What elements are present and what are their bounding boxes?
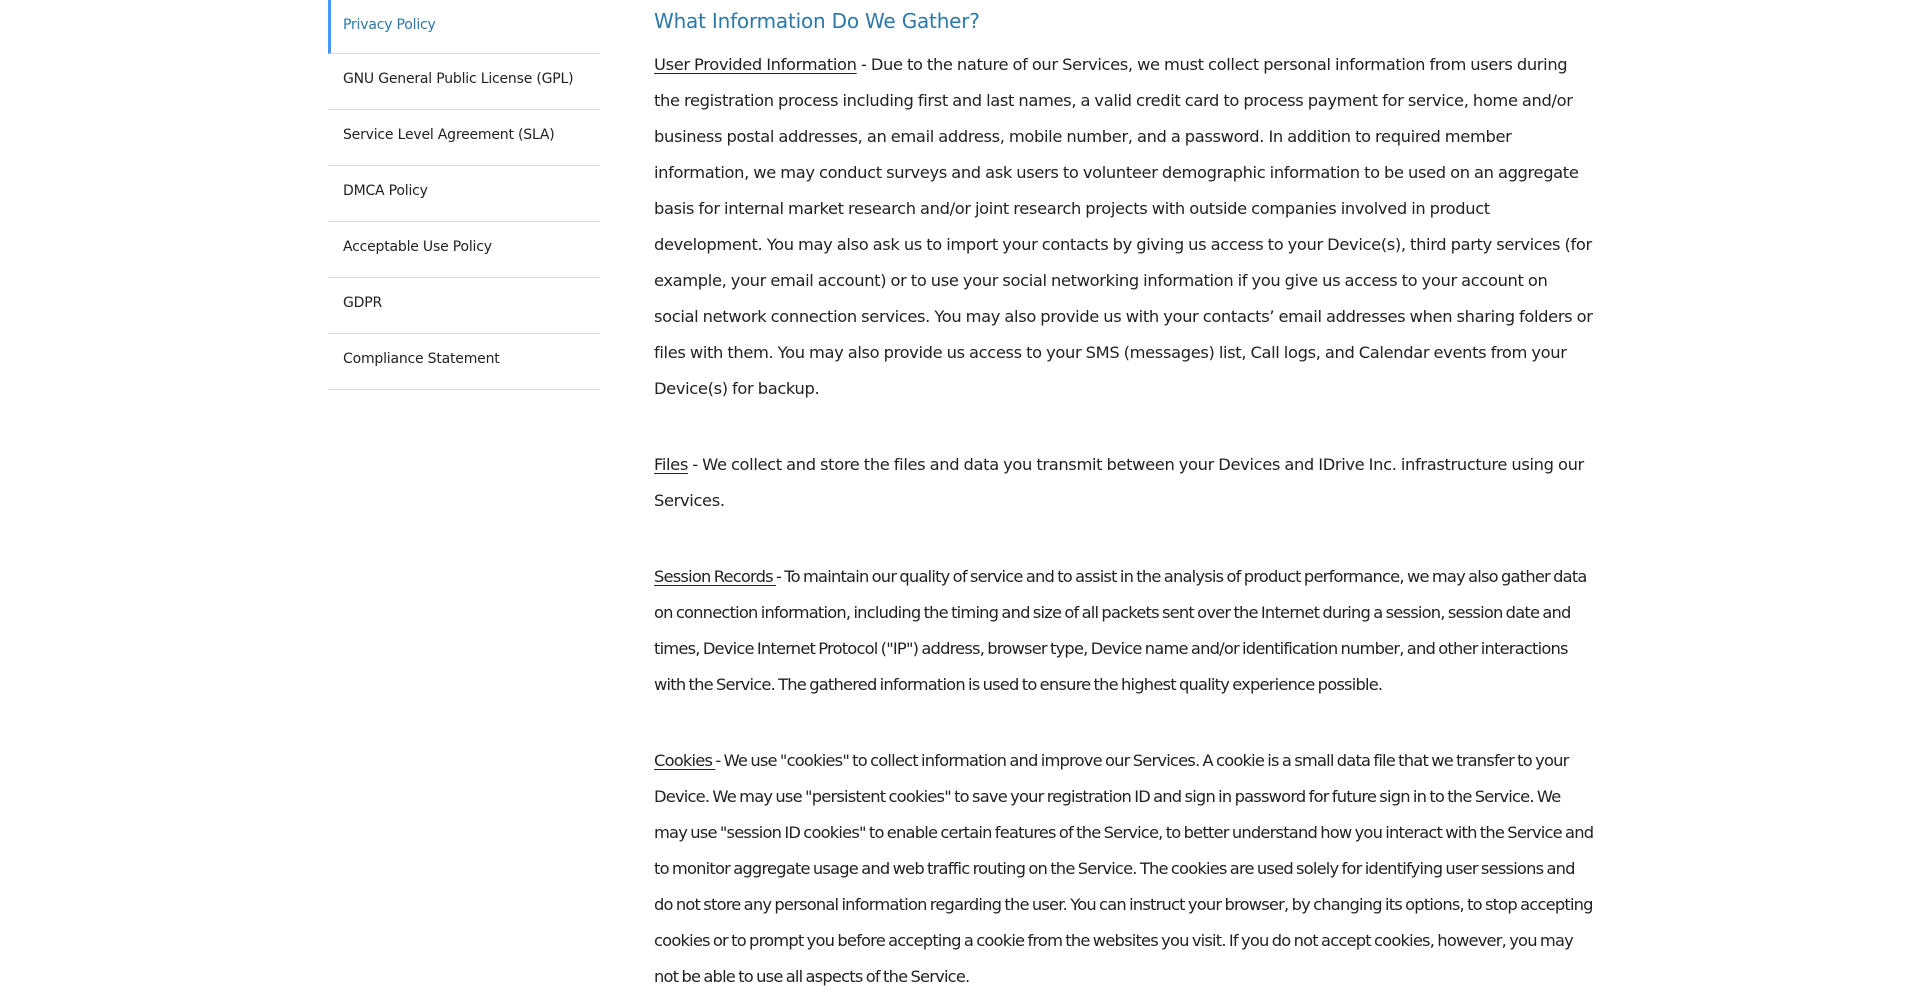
policy-content [654,0,1594,995]
files-term: Files [654,455,688,474]
sidebar-item-dmca-policy[interactable]: DMCA Policy [328,166,600,222]
sidebar-item-compliance-statement[interactable]: Compliance Statement [328,334,600,390]
sidebar-item-sla[interactable]: Service Level Agreement (SLA) [328,110,600,166]
sidebar-item-acceptable-use-policy[interactable]: Acceptable Use Policy [328,222,600,278]
session-records-text: - To maintain our quality of service and to assist in the analysis of product performance, we may also gather data on connection information, including the timing and size of all packets sent over the Internet during a session, session date and times, Device Internet Protocol ("IP") address, browser type, Device name and/or identification number, and other interactions with the Service. The gathered information is used to ensure the highest quality experience possible. [654,567,1587,694]
cookies-text: - We use "cookies" to collect information and improve our Services. A cookie is a small data file that we transfer to your Device. We may use "persistent cookies" to save your registration ID and sign in password for future sign in to the Service. We may use "session ID cookies" to enable certain features of the Service, to better understand how you interact with the Service and to monitor aggregate usage and web traffic routing on the Service. The cookies are used solely for identifying user sessions and do not store any personal information regarding the user. You can instruct your browser, by changing its options, to stop accepting cookies or to prompt you before accepting a cookie from the websites you visit. If you do not accept cookies, however, you may not be able to use all aspects of the Service. [654,751,1594,986]
files-paragraph [654,447,1594,519]
sidebar-item-privacy-policy[interactable]: Privacy Policy [328,0,600,54]
policy-sidebar-nav [328,0,600,390]
session-records-paragraph [654,559,1594,703]
sidebar-item-gpl[interactable]: GNU General Public License (GPL) [328,54,600,110]
sidebar-item-gdpr[interactable]: GDPR [328,278,600,334]
section-heading: What Information Do We Gather? [654,9,980,33]
user-provided-information-text: - Due to the nature of our Services, we must collect personal information from users during the registration process including first and last names, a valid credit card to process payment for service, home and/or business postal addresses, an email address, mobile number, and a password. In addition to required member information, we may conduct surveys and ask users to volunteer demographic information to be used on an aggregate basis for internal market research and/or joint research projects with outside companies involved in product development. You may also ask us to import your contacts by giving us access to your Device(s), third party services (for example, your email account) or to use your social networking information if you give us access to your account on social network connection services. You may also provide us with your contacts’ email addresses when sharing folders or files with them. You may also provide us access to your SMS (messages) list, Call logs, and Calendar events from your Device(s) for backup. [654,55,1593,398]
files-text: - We collect and store the files and data you transmit between your Devices and IDrive Inc. infrastructure using our Services. [654,455,1584,510]
cookies-term: Cookies [654,751,716,770]
user-provided-information-term: User Provided Information [654,55,857,74]
user-provided-information-paragraph [654,47,1594,407]
session-records-term: Session Records [654,567,777,586]
cookies-paragraph [654,743,1594,995]
